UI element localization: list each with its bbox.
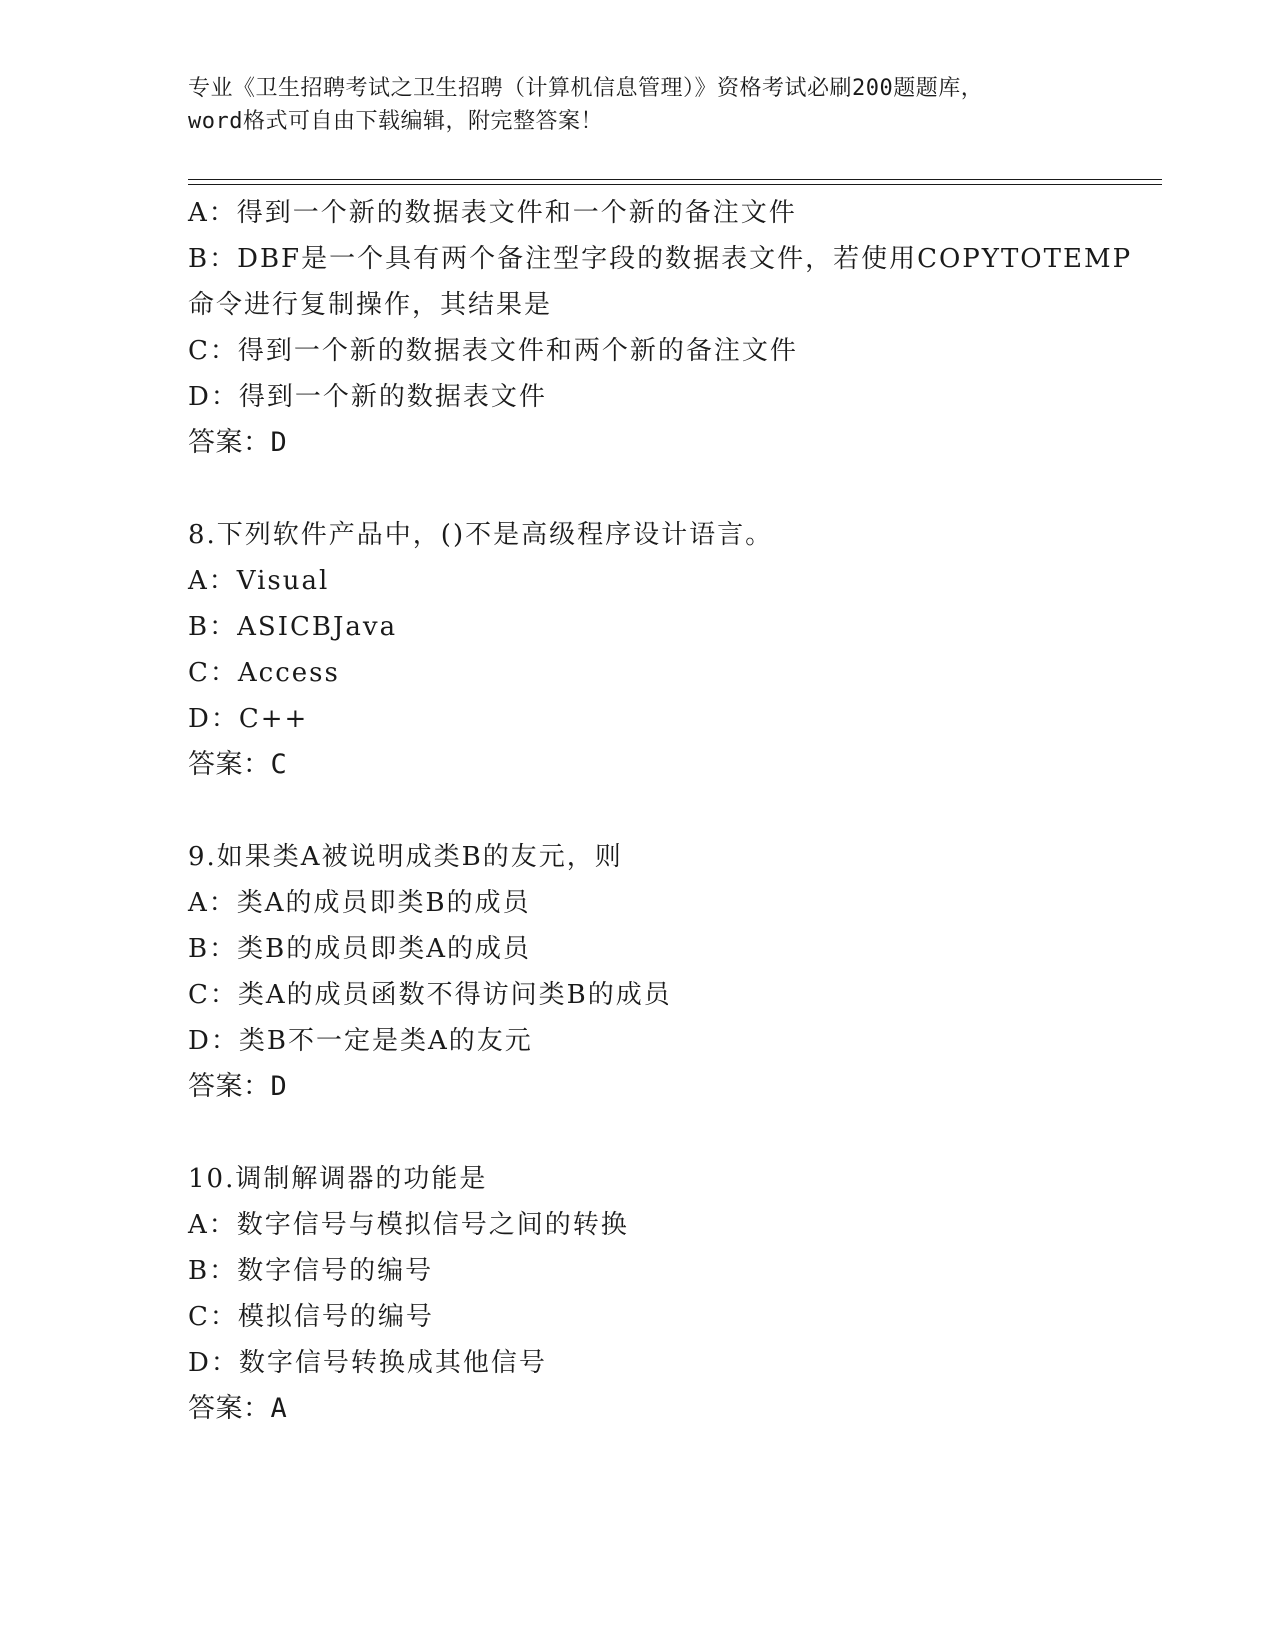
q7-option-b-line-2: 命令进行复制操作，其结果是 [188,290,553,320]
question-10 [188,1156,1148,1432]
question-8 [188,512,1148,788]
document-header [188,72,1088,138]
q7-option-c: C：得到一个新的数据表文件和两个新的备注文件 [188,336,798,366]
question-9 [188,834,1148,1110]
q9-answer: 答案：D [188,1071,288,1102]
q10-option-d: D：数字信号转换成其他信号 [188,1348,547,1378]
header-title-line-2: word格式可自由下载编辑，附完整答案！ [188,109,603,134]
q9-option-a: A：类A的成员即类B的成员 [188,888,531,918]
q9-option-b: B：类B的成员即类A的成员 [188,934,531,964]
q8-option-a: A：Visual [188,566,330,596]
q10-option-c: C：模拟信号的编号 [188,1302,434,1332]
q7-option-a: A：得到一个新的数据表文件和一个新的备注文件 [188,198,797,228]
question-list [188,190,1148,1432]
header-title-line-1: 专业《卫生招聘考试之卫生招聘（计算机信息管理）》资格考试必刷200题题库， [188,76,984,101]
q7-option-b-line-1: B：DBF是一个具有两个备注型字段的数据表文件，若使用COPYTOTEMP [188,244,1133,274]
q10-answer: 答案：A [188,1393,288,1424]
q7-answer: 答案：D [188,427,288,458]
q10-option-b: B：数字信号的编号 [188,1256,434,1286]
header-divider-bottom [188,184,1162,185]
q8-option-c: C：Access [188,658,340,688]
q10-option-a: A：数字信号与模拟信号之间的转换 [188,1210,629,1240]
q7-option-d: D：得到一个新的数据表文件 [188,382,547,412]
spacer [188,1110,1148,1156]
spacer [188,788,1148,834]
q8-question-text: 8.下列软件产品中，()不是高级程序设计语言。 [188,520,774,550]
q8-answer: 答案：C [188,749,288,780]
q8-option-b: B：ASICBJava [188,612,398,642]
header-divider-top [188,179,1162,180]
q8-option-d: D：C++ [188,704,309,734]
q10-question-text: 10.调制解调器的功能是 [188,1164,488,1194]
question-7-continued [188,190,1148,466]
q9-option-c: C：类A的成员函数不得访问类B的成员 [188,980,672,1010]
q9-question-text: 9.如果类A被说明成类B的友元，则 [188,842,623,872]
spacer [188,466,1148,512]
q9-option-d: D：类B不一定是类A的友元 [188,1026,533,1056]
